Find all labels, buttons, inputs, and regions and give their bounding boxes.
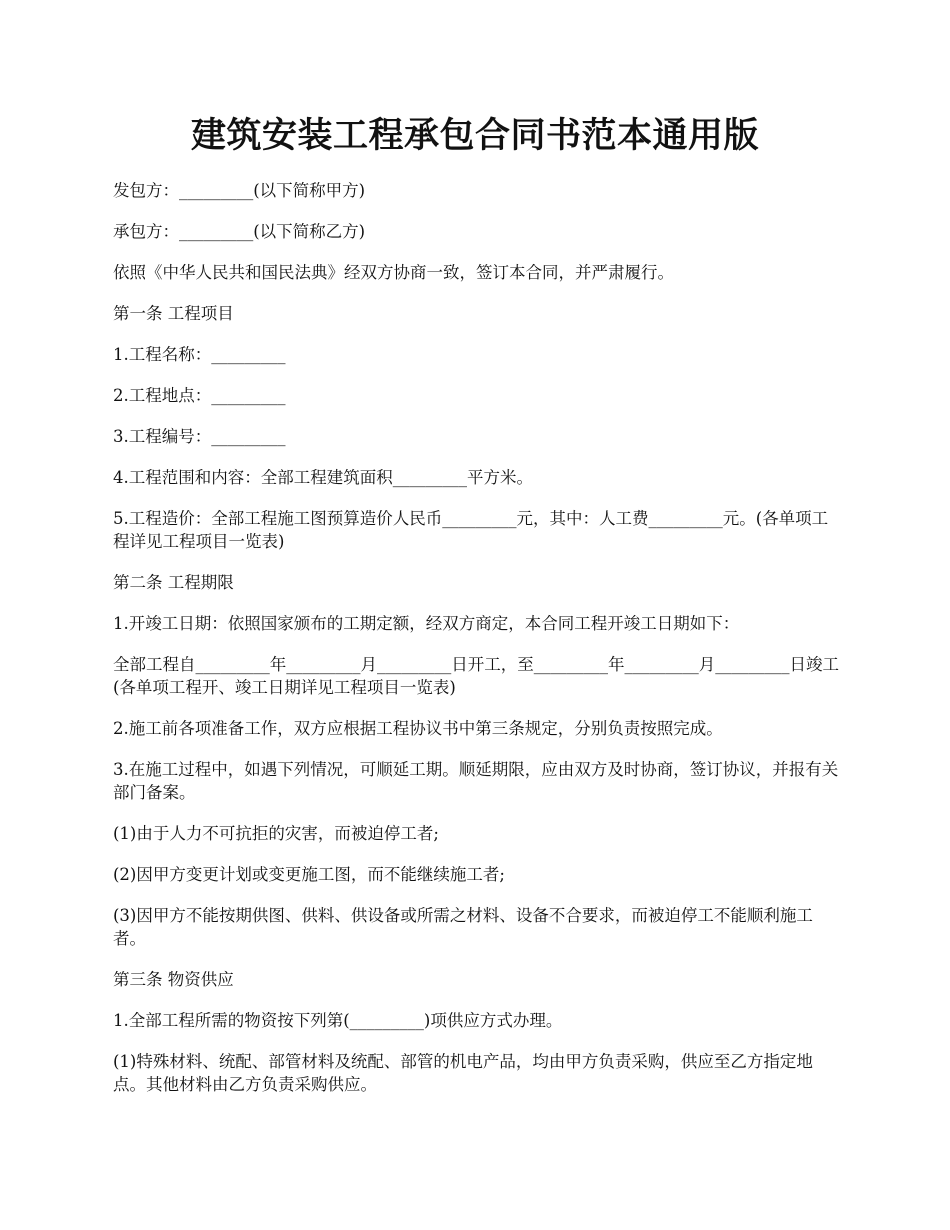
- schedule-dates-line: 全部工程自_________年_________月_________日开工，至_________年_________月_________日竣工(各单项工程开、竣工日期详见工程项目一览表): [113, 655, 839, 697]
- project-name-line: 1.工程名称：_________: [113, 345, 286, 364]
- preparation-clause: 2.施工前各项准备工作，双方应根据工程协议书中第三条规定，分别负责按照完成。: [113, 719, 723, 738]
- supply-method-clause: 1.全部工程所需的物资按下列第(_________)项供应方式办理。: [113, 1011, 563, 1030]
- project-scope-line: 4.工程范围和内容：全部工程建筑面积_________平方米。: [113, 468, 533, 487]
- party-b-line: 承包方：_________(以下简称乙方): [113, 222, 366, 241]
- project-cost-line: 5.工程造价：全部工程施工图预算造价人民币_________元，其中：人工费_________元。(各单项工程详见工程项目一览表): [113, 509, 829, 551]
- document-body: [113, 179, 841, 1114]
- project-number-line: 3.工程编号：_________: [113, 427, 286, 446]
- extension-item-2: (2)因甲方变更计划或变更施工图，而不能继续施工者;: [113, 865, 505, 884]
- party-a-line: 发包方：_________(以下简称甲方): [113, 181, 366, 200]
- supply-item-1: (1)特殊材料、统配、部管材料及统配、部管的机电产品，均由甲方负责采购，供应至乙方指定地点。其他材料由乙方负责采购供应。: [113, 1052, 813, 1094]
- extension-clause: 3.在施工过程中，如遇下列情况，可顺延工期。顺延期限，应由双方及时协商，签订协议，并报有关部门备案。: [113, 760, 839, 802]
- start-end-date-clause: 1.开竣工日期：依照国家颁布的工期定额，经双方商定，本合同工程开竣工日期如下：: [113, 614, 740, 633]
- document-title: 建筑安装工程承包合同书范本通用版: [190, 115, 759, 156]
- extension-item-1: (1)由于人力不可抗拒的灾害，而被迫停工者;: [113, 824, 439, 843]
- article-1-heading: 第一条 工程项目: [113, 304, 234, 323]
- preamble: 依照《中华人民共和国民法典》经双方协商一致，签订本合同，并严肃履行。: [113, 263, 674, 282]
- extension-item-3: (3)因甲方不能按期供图、供料、供设备或所需之材料、设备不合要求，而被迫停工不能顺利施工者。: [113, 906, 813, 948]
- article-2-heading: 第二条 工程期限: [113, 573, 234, 592]
- project-location-line: 2.工程地点：_________: [113, 386, 286, 405]
- article-3-heading: 第三条 物资供应: [113, 970, 234, 989]
